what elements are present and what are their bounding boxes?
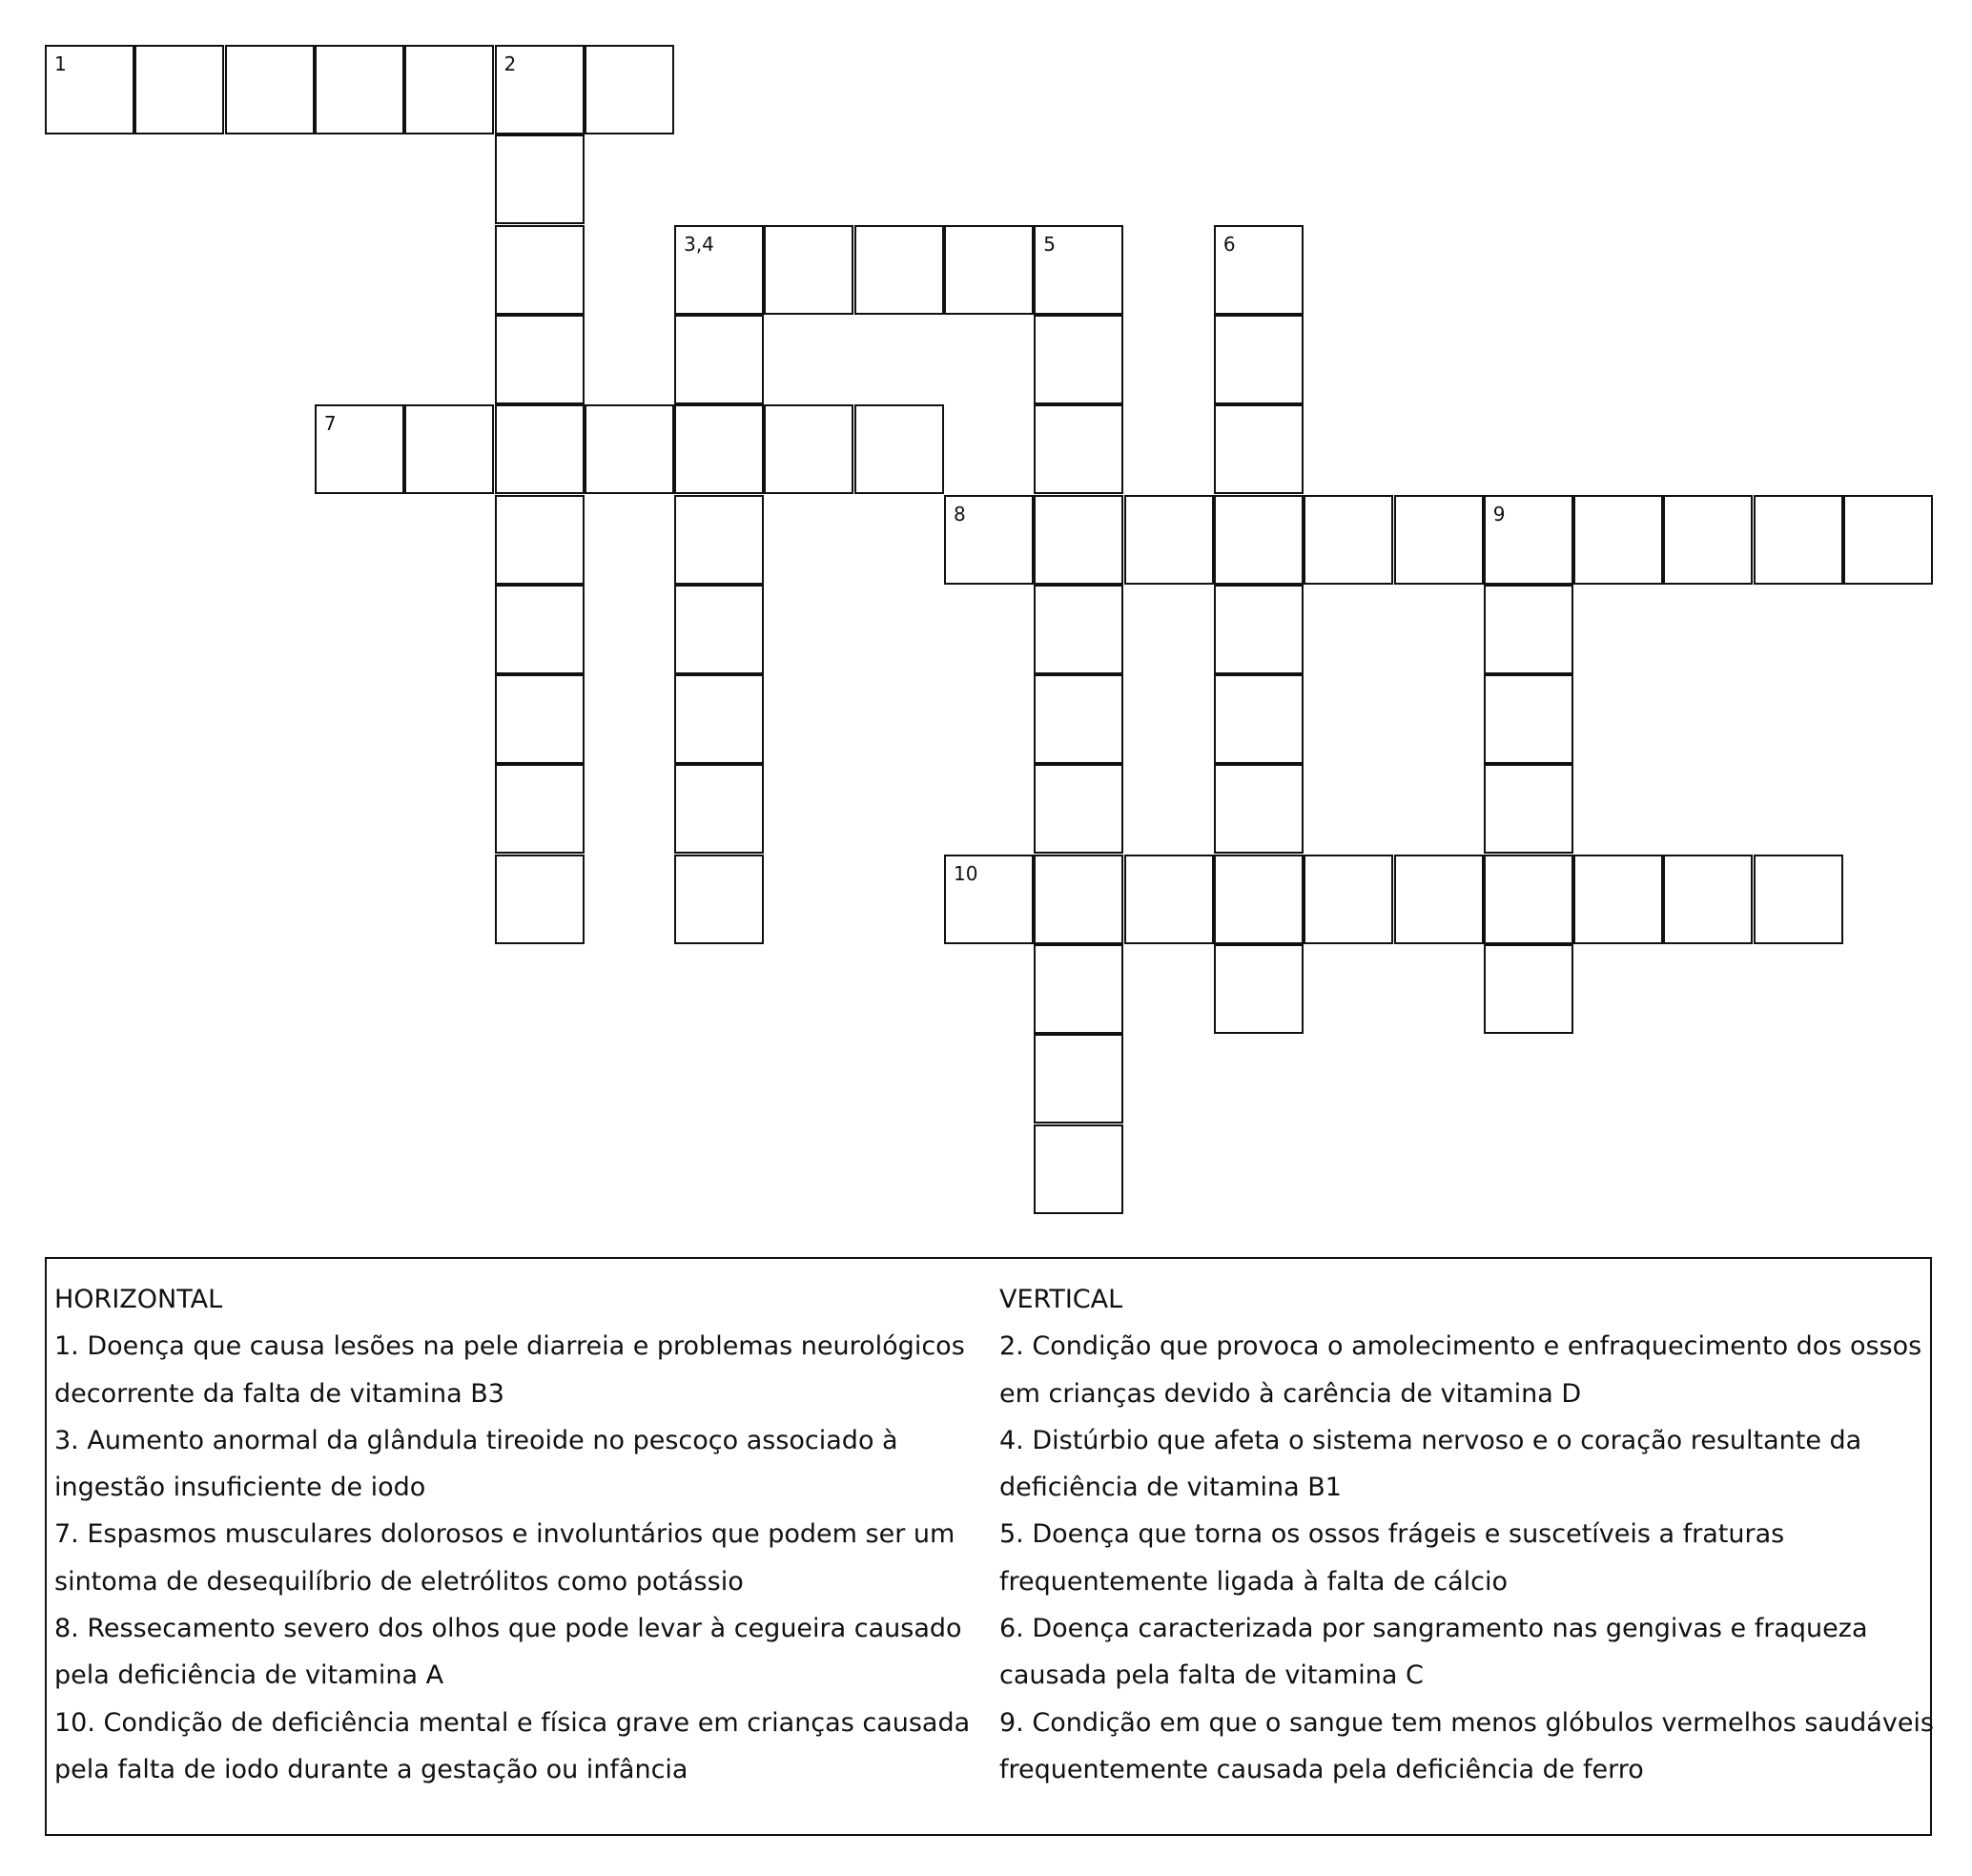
clue-down-2: 2. Condição que provoca o amolecimento e enfraquecimento dos ossos em crianças devido à carência de vitamina D bbox=[999, 1331, 1922, 1409]
grid-cell[interactable] bbox=[1754, 855, 1843, 944]
clue-down-6: 6. Doença caracterizada por sangramento nas gengivas e fraqueza causada pela falta de vitamina C bbox=[999, 1614, 1868, 1691]
clue-number: 1 bbox=[54, 52, 67, 75]
grid-cell[interactable] bbox=[1034, 674, 1123, 764]
clue-across-10: 10. Condição de deficiência mental e física grave em crianças causada pela falta de iodo durante a gestação ou infância bbox=[54, 1707, 971, 1784]
grid-cell[interactable] bbox=[495, 495, 585, 585]
grid-cell[interactable] bbox=[1214, 404, 1304, 494]
grid-cell[interactable] bbox=[1484, 674, 1573, 764]
grid-cell[interactable] bbox=[674, 764, 764, 854]
grid-cell[interactable] bbox=[854, 225, 944, 315]
grid-cell[interactable] bbox=[1214, 764, 1304, 854]
grid-cell[interactable] bbox=[495, 764, 585, 854]
grid-cell[interactable] bbox=[315, 404, 404, 494]
clue-number: 8 bbox=[954, 502, 966, 526]
grid-cell[interactable] bbox=[495, 855, 585, 944]
grid-cell[interactable] bbox=[1214, 944, 1304, 1034]
grid-cell[interactable] bbox=[1394, 855, 1484, 944]
grid-cell[interactable] bbox=[854, 404, 944, 494]
grid-cell[interactable] bbox=[1034, 315, 1123, 404]
grid-cell[interactable] bbox=[674, 404, 764, 494]
grid-cell[interactable] bbox=[674, 855, 764, 944]
grid-cell[interactable] bbox=[1214, 495, 1304, 585]
horizontal-heading: HORIZONTAL bbox=[54, 1285, 223, 1314]
grid-cell[interactable] bbox=[1394, 495, 1484, 585]
grid-cell[interactable] bbox=[45, 45, 134, 134]
grid-cell[interactable] bbox=[1034, 1034, 1123, 1124]
grid-cell[interactable] bbox=[315, 45, 404, 134]
grid-cell[interactable] bbox=[495, 315, 585, 404]
grid-cell[interactable] bbox=[1214, 315, 1304, 404]
grid-cell[interactable] bbox=[764, 225, 853, 315]
grid-cell[interactable] bbox=[495, 404, 585, 494]
grid-cell[interactable] bbox=[585, 45, 674, 134]
grid-cell[interactable] bbox=[1754, 495, 1843, 585]
clue-number: 9 bbox=[1492, 502, 1506, 526]
clue-across-1: 1. Doença que causa lesões na pele diarreia e problemas neurológicos decorrente da falta de vitamina B3 bbox=[54, 1331, 965, 1409]
clue-number: 3,4 bbox=[684, 232, 714, 256]
grid-cell[interactable] bbox=[495, 45, 585, 134]
clue-number: 5 bbox=[1043, 232, 1057, 256]
grid-cell[interactable] bbox=[1484, 855, 1573, 944]
clue-number: 6 bbox=[1222, 232, 1236, 256]
grid-cell[interactable] bbox=[1034, 225, 1123, 315]
grid-cell[interactable] bbox=[1034, 404, 1123, 494]
grid-cell[interactable] bbox=[495, 674, 585, 764]
grid-cell[interactable] bbox=[944, 225, 1034, 315]
clue-number: 10 bbox=[954, 861, 978, 885]
clue-number: 7 bbox=[323, 412, 337, 436]
grid-cell[interactable] bbox=[1214, 674, 1304, 764]
grid-cell[interactable] bbox=[1843, 495, 1933, 585]
grid-cell[interactable] bbox=[225, 45, 315, 134]
grid-cell[interactable] bbox=[495, 134, 585, 224]
grid-cell[interactable] bbox=[495, 225, 585, 315]
grid-cell[interactable] bbox=[404, 45, 494, 134]
clue-down-4: 4. Distúrbio que afeta o sistema nervoso e o coração resultante da deficiência de vitamina B1 bbox=[999, 1425, 1862, 1503]
grid-cell[interactable] bbox=[1124, 495, 1214, 585]
grid-cell[interactable] bbox=[674, 585, 764, 674]
grid-cell[interactable] bbox=[1304, 855, 1393, 944]
clue-across-7: 7. Espasmos musculares dolorosos e involuntários que podem ser um sintoma de desequilíbrio de eletrólitos como potássio bbox=[54, 1519, 955, 1597]
grid-cell[interactable] bbox=[585, 404, 674, 494]
clue-across-3: 3. Aumento anormal da glândula tireoide no pescoço associado à ingestão insuficiente de iodo bbox=[54, 1425, 898, 1503]
grid-cell[interactable] bbox=[1034, 855, 1123, 944]
grid-cell[interactable] bbox=[674, 495, 764, 585]
vertical-clues bbox=[999, 1276, 1934, 1793]
grid-cell[interactable] bbox=[944, 495, 1034, 585]
clue-down-9: 9. Condição em que o sangue tem menos glóbulos vermelhos saudáveis frequentemente causada pela deficiência de ferro bbox=[999, 1707, 1935, 1784]
clue-across-8: 8. Ressecamento severo dos olhos que pode levar à cegueira causado pela deficiência de vitamina A bbox=[54, 1614, 962, 1691]
grid-cell[interactable] bbox=[1663, 495, 1753, 585]
grid-cell[interactable] bbox=[944, 855, 1034, 944]
grid-cell[interactable] bbox=[1214, 585, 1304, 674]
grid-cell[interactable] bbox=[1573, 495, 1663, 585]
grid-cell[interactable] bbox=[1034, 944, 1123, 1034]
grid-cell[interactable] bbox=[1484, 944, 1573, 1034]
grid-cell[interactable] bbox=[1034, 495, 1123, 585]
grid-cell[interactable] bbox=[764, 404, 853, 494]
grid-cell[interactable] bbox=[1034, 585, 1123, 674]
grid-cell[interactable] bbox=[1663, 855, 1753, 944]
horizontal-clues bbox=[54, 1276, 989, 1793]
grid-cell[interactable] bbox=[1484, 495, 1573, 585]
grid-cell[interactable] bbox=[1124, 855, 1214, 944]
clue-number: 2 bbox=[503, 52, 517, 75]
grid-cell[interactable] bbox=[1034, 1124, 1123, 1214]
grid-cell[interactable] bbox=[674, 225, 764, 315]
grid-cell[interactable] bbox=[1573, 855, 1663, 944]
grid-cell[interactable] bbox=[1214, 225, 1304, 315]
grid-cell[interactable] bbox=[1484, 764, 1573, 854]
grid-cell[interactable] bbox=[1214, 855, 1304, 944]
grid-cell[interactable] bbox=[1304, 495, 1393, 585]
grid-cell[interactable] bbox=[134, 45, 224, 134]
grid-cell[interactable] bbox=[674, 674, 764, 764]
grid-cell[interactable] bbox=[404, 404, 494, 494]
clue-down-5: 5. Doença que torna os ossos frágeis e suscetíveis a fraturas frequentemente ligada à falta de cálcio bbox=[999, 1519, 1785, 1597]
grid-cell[interactable] bbox=[1034, 764, 1123, 854]
grid-cell[interactable] bbox=[1484, 585, 1573, 674]
vertical-heading: VERTICAL bbox=[999, 1285, 1123, 1314]
clues-box bbox=[45, 1257, 1935, 1836]
grid-cell[interactable] bbox=[674, 315, 764, 404]
grid-cell[interactable] bbox=[495, 585, 585, 674]
